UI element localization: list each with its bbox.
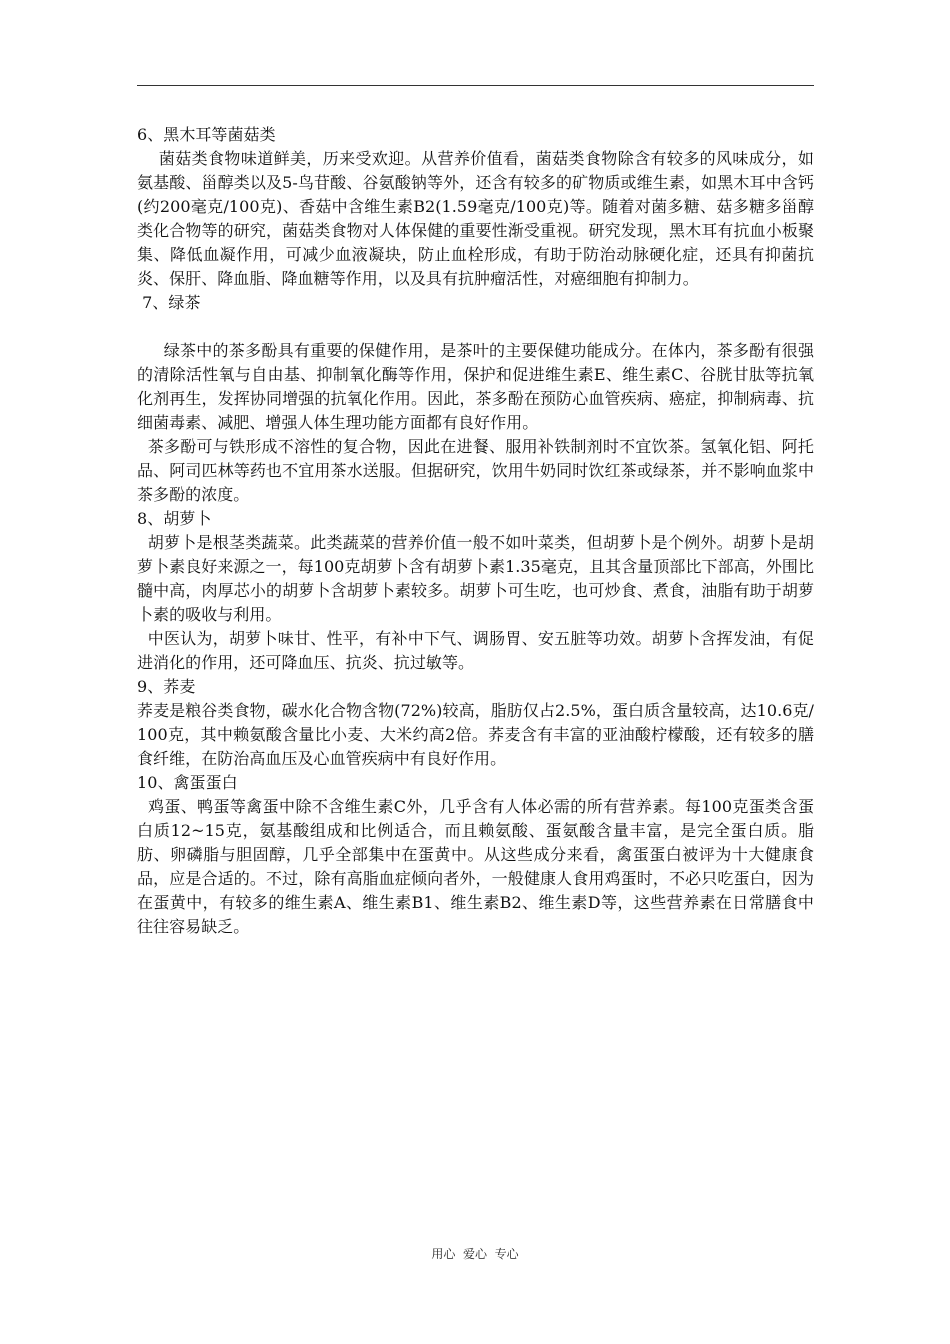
- heading-egg-protein: 10、禽蛋蛋白: [137, 773, 238, 792]
- heading-black-fungus: 6、黑木耳等菌菇类: [137, 125, 276, 144]
- paragraph-mushrooms: 菌菇类食物味道鲜美，历来受欢迎。从营养价值看，菌菇类食物除含有较多的风味成分，如氨基酸、甾醇类以及5-鸟苷酸、谷氨酸钠等外，还含有较多的矿物质或维生素，如黑木耳中含钙(约200毫克/100克)、香菇中含维生素B2(1.59毫克/100克)等。随着对菌多糖、菇多糖多甾醇类化合物等的研究，菌菇类食物对人体保健的重要性渐受重视。研究发现，黑木耳有抗血小板聚集、降低血凝作用，可减少血液凝块，防止血栓形成，有助于防治动脉硬化症，还具有抑菌抗炎、保肝、降血脂、降血糖等作用，以及具有抗肿瘤活性，对癌细胞有抑制力。: [137, 149, 814, 288]
- page-footer: 用心 爱心 专心: [431, 1247, 519, 1261]
- heading-buckwheat: 9、荞麦: [137, 677, 196, 696]
- paragraph-green-tea-2: 茶多酚可与铁形成不溶性的复合物，因此在进餐、服用补铁制剂时不宜饮茶。氢氧化铝、阿托品、阿司匹林等药也不宜用茶水送服。但据研究，饮用牛奶同时饮红茶或绿茶，并不影响血浆中茶多酚的浓度。: [137, 437, 814, 504]
- document-body: [137, 123, 814, 939]
- header-rule: [137, 85, 814, 86]
- paragraph-buckwheat: 荞麦是粮谷类食物，碳水化合物含物(72%)较高，脂肪仅占2.5%，蛋白质含量较高，达10.6克/100克，其中赖氨酸含量比小麦、大米约高2倍。荞麦含有丰富的亚油酸柠檬酸，还有较多的膳食纤维，在防治高血压及心血管疾病中有良好作用。: [137, 701, 814, 768]
- paragraph-green-tea-1: 绿茶中的茶多酚具有重要的保健作用，是茶叶的主要保健功能成分。在体内，茶多酚有很强的清除活性氧与自由基、抑制氧化酶等作用，保护和促进维生素E、维生素C、谷胱甘肽等抗氧化剂再生，发挥协同增强的抗氧化作用。因此，茶多酚在预防心血管疾病、癌症，抑制病毒、抗细菌毒素、减肥、增强人体生理功能方面都有良好作用。: [137, 341, 814, 432]
- paragraph-carrot-2: 中医认为，胡萝卜味甘、性平，有补中下气、调肠胃、安五脏等功效。胡萝卜含挥发油，有促进消化的作用，还可降血压、抗炎、抗过敏等。: [137, 629, 814, 672]
- heading-green-tea: 7、绿茶: [137, 293, 201, 312]
- blank-line: [137, 315, 814, 339]
- paragraph-carrot-1: 胡萝卜是根茎类蔬菜。此类蔬菜的营养价值一般不如叶菜类，但胡萝卜是个例外。胡萝卜是胡萝卜素良好来源之一，每100克胡萝卜含有胡萝卜素1.35毫克，且其含量顶部比下部高，外围比髓中高，肉厚芯小的胡萝卜含胡萝卜素较多。胡萝卜可生吃，也可炒食、煮食，油脂有助于胡萝卜素的吸收与利用。: [137, 533, 814, 624]
- paragraph-egg-protein: 鸡蛋、鸭蛋等禽蛋中除不含维生素C外，几乎含有人体必需的所有营养素。每100克蛋类含蛋白质12~15克，氨基酸组成和比例适合，而且赖氨酸、蛋氨酸含量丰富，是完全蛋白质。脂肪、卵磷脂与胆固醇，几乎全部集中在蛋黄中。从这些成分来看，禽蛋蛋白被评为十大健康食品，应是合适的。不过，除有高脂血症倾向者外，一般健康人食用鸡蛋时，不必只吃蛋白，因为在蛋黄中，有较多的维生素A、维生素B1、维生素B2、维生素D等，这些营养素在日常膳食中往往容易缺乏。: [137, 797, 814, 936]
- heading-carrot: 8、胡萝卜: [137, 509, 212, 528]
